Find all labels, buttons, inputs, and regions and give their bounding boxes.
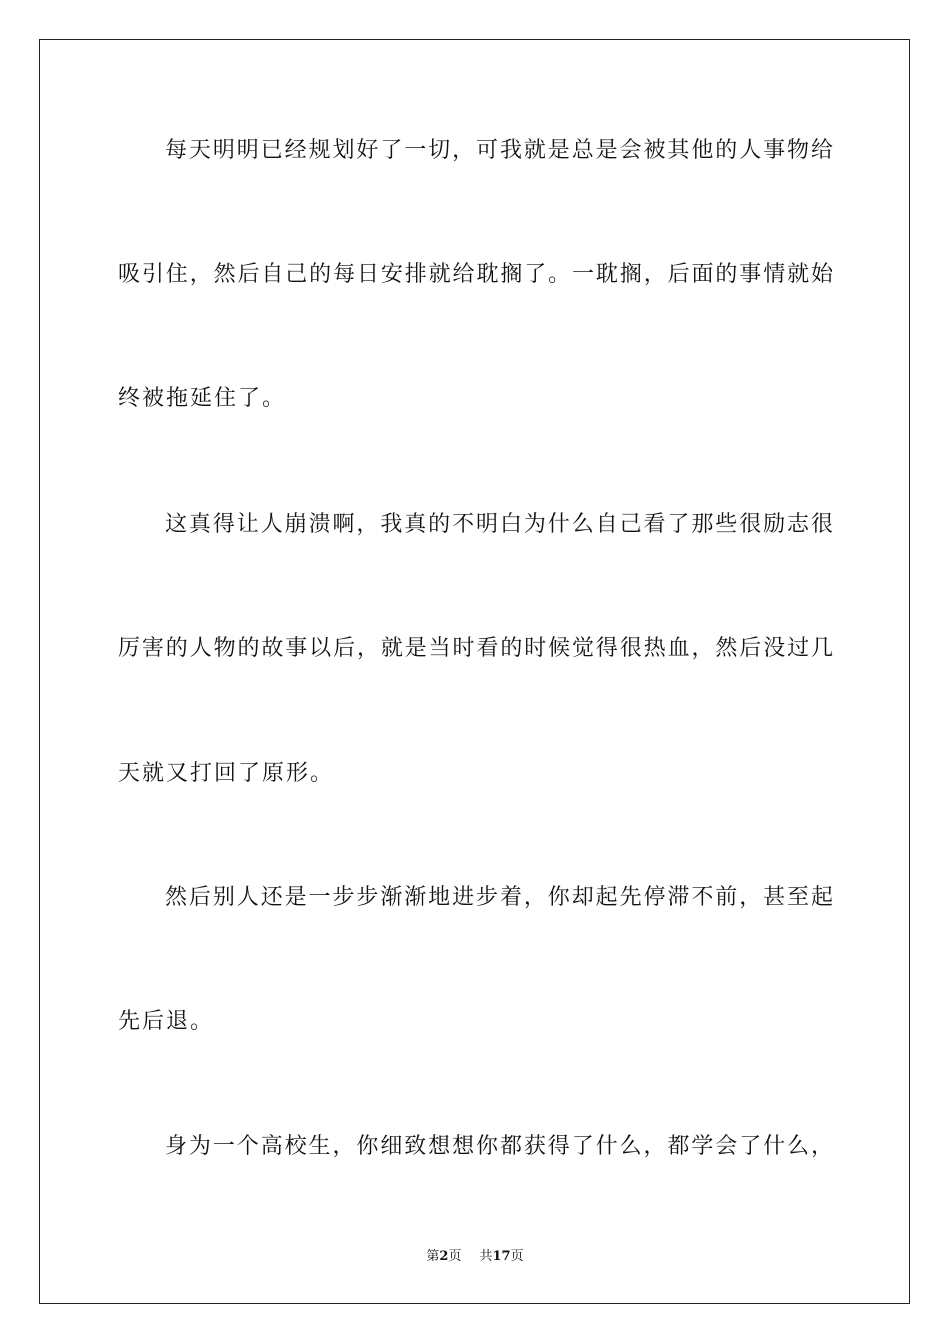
paragraph-1-line-3: 终被拖延住了。 bbox=[118, 386, 287, 411]
paragraph-2-line-2: 厉害的人物的故事以后，就是当时看的时候觉得很热血，然后没过几 bbox=[118, 636, 833, 661]
paragraph-2-line-1: 这真得让人崩溃啊，我真的不明白为什么自己看了那些很励志很 bbox=[165, 512, 833, 537]
total-suffix: 页 bbox=[510, 1249, 524, 1264]
paragraph-1-line-2: 吸引住，然后自己的每日安排就给耽搁了。一耽搁，后面的事情就始 bbox=[118, 262, 833, 287]
page-footer bbox=[0, 1249, 950, 1265]
paragraph-3-line-1: 然后别人还是一步步渐渐地进步着，你却起先停滞不前，甚至起 bbox=[165, 885, 833, 910]
paragraph-1-line-1: 每天明明已经规划好了一切，可我就是总是会被其他的人事物给 bbox=[165, 138, 833, 163]
paragraph-4-line-1: 身为一个高校生，你细致想想你都获得了什么，都学会了什么， bbox=[165, 1134, 833, 1159]
page-prefix: 第 bbox=[426, 1249, 440, 1264]
total-pages: 17 bbox=[492, 1249, 511, 1264]
total-prefix: 共 bbox=[479, 1249, 493, 1264]
paragraph-2-line-3: 天就又打回了原形。 bbox=[118, 761, 335, 786]
paragraph-3-line-2: 先后退。 bbox=[118, 1009, 215, 1034]
page-number: 2 bbox=[439, 1249, 449, 1264]
page-suffix: 页 bbox=[448, 1249, 462, 1264]
page-border bbox=[39, 39, 910, 1304]
